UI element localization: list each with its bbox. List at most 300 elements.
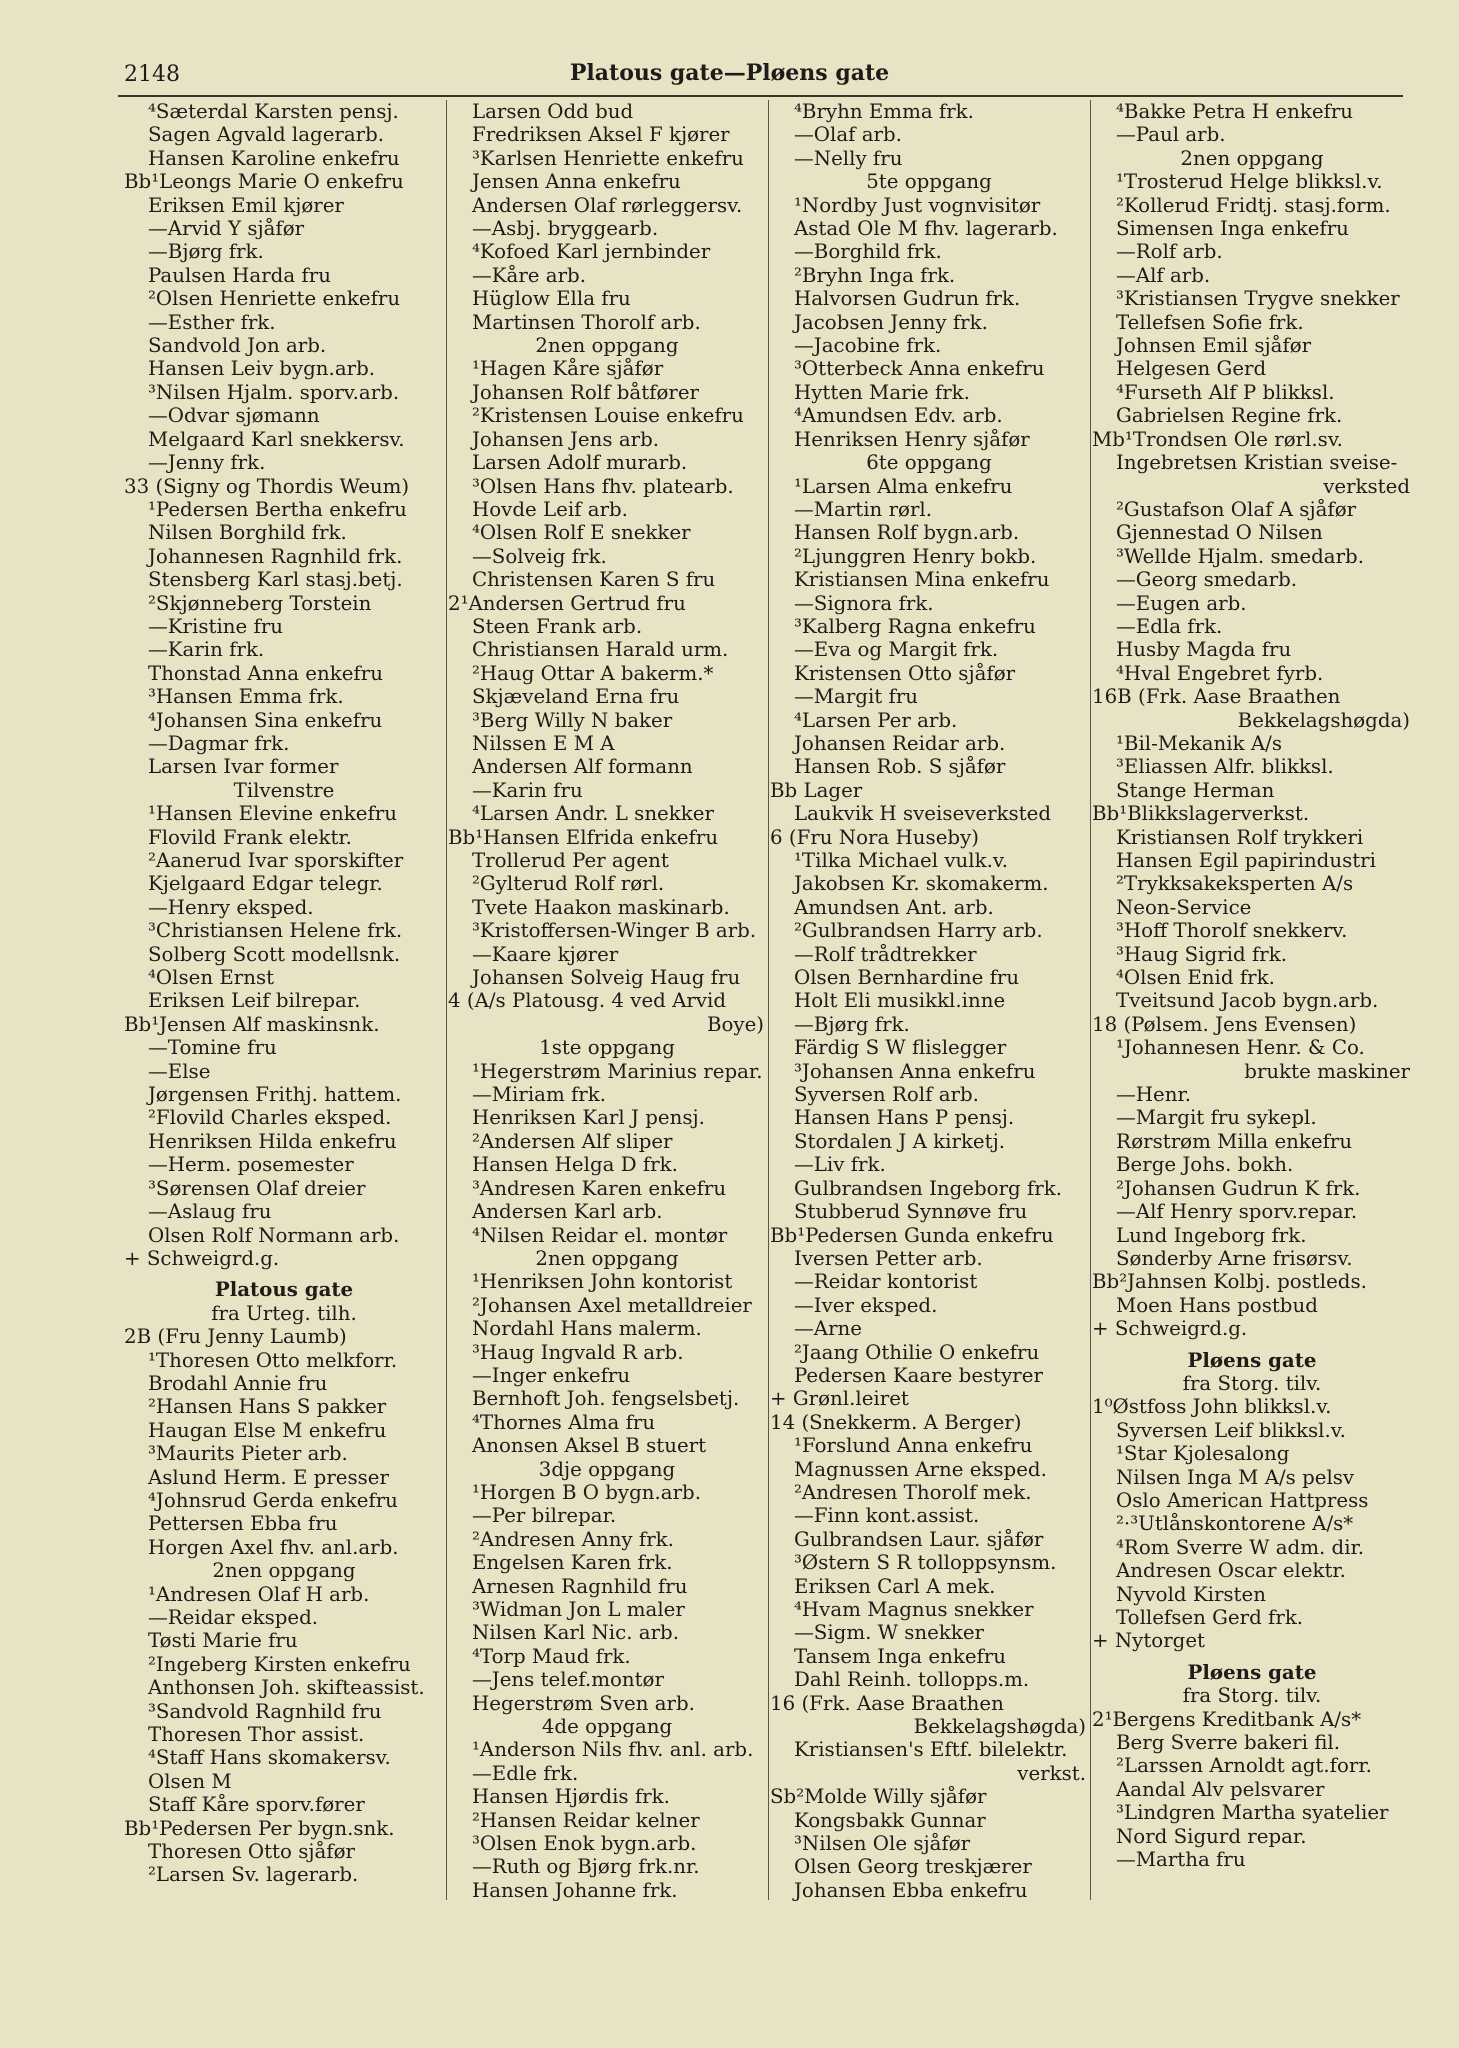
directory-entry: ⁴Nilsen Reidar el. montør	[472, 1223, 728, 1247]
directory-entry: ⁴Larsen Andr. L snekker	[472, 802, 714, 826]
directory-entry: —Reidar eksped.	[148, 1606, 319, 1629]
directory-entry: 1⁰Østfoss John blikksl.v.	[1092, 1395, 1332, 1419]
directory-entry: —Margit fru	[794, 685, 919, 709]
directory-entry: Jakobsen Kr. skomakerm.	[794, 872, 1049, 896]
header-rule	[118, 95, 1403, 97]
directory-entry: Horgen Axel fhv. anl.arb.	[148, 1535, 399, 1559]
directory-entry: Melgaard Karl snekkersv.	[148, 427, 405, 451]
stairway-heading: fra Storg. tilv.	[1182, 1371, 1322, 1395]
directory-entry: ²Olsen Henriette enkefru	[148, 287, 401, 311]
directory-entry: —Arne	[794, 1317, 862, 1341]
directory-entry: ²Ingeberg Kirsten enkefru	[148, 1652, 411, 1676]
directory-entry: Johansen Reidar arb.	[794, 731, 1006, 755]
directory-entry: Dahl Reinh. tollopps.m.	[794, 1668, 1030, 1692]
house-number-entry: 18 (Pølsem. Jens Evensen)	[1092, 1012, 1357, 1036]
directory-entry: ¹Anderson Nils fhv. anl. arb.	[472, 1738, 754, 1762]
directory-entry: —Dagmar frk.	[148, 731, 290, 755]
directory-entry: ¹Pedersen Bertha enkefru	[148, 497, 407, 521]
directory-entry: ¹Horgen B O bygn.arb.	[472, 1480, 702, 1504]
directory-entry: —Tomine fru	[148, 1036, 277, 1060]
directory-entry: ¹Nordby Just vognvisitør	[794, 193, 1041, 217]
directory-entry: Skjæveland Erna fru	[472, 685, 680, 709]
continuation-line: Bekkelagshøgda)	[913, 1715, 1086, 1739]
directory-entry: Bb¹Blikkslagerverkst.	[1092, 802, 1310, 826]
directory-entry: —Georg smedarb.	[1116, 568, 1298, 592]
directory-entry: ³Johansen Anna enkefru	[794, 1059, 1036, 1083]
directory-entry: ³Lindgren Martha syatelier	[1116, 1801, 1389, 1825]
directory-entry: Thoresen Otto sjåfør	[148, 1840, 355, 1864]
directory-entry: ³Andresen Karen enkefru	[472, 1176, 727, 1200]
directory-entry: Astad Ole M fhv. lagerarb.	[794, 217, 1058, 241]
directory-entry: Oslo American Hattpress	[1116, 1488, 1369, 1512]
directory-entry: ¹Thoresen Otto melkforr.	[148, 1348, 398, 1372]
stairway-heading: 2nen oppgang	[212, 1559, 356, 1583]
directory-entry: ²Kollerud Fridtj. stasj.form.	[1116, 193, 1391, 217]
directory-entry: ³Olsen Hans fhv. platearb.	[472, 474, 734, 498]
directory-entry: Fredriksen Aksel F kjører	[472, 123, 730, 147]
directory-entry: ⁴Hvam Magnus snekker	[794, 1598, 1034, 1621]
directory-entry: Christiansen Harald urm.	[472, 638, 729, 662]
directory-entry: —Bjørg frk.	[148, 240, 264, 264]
directory-entry: —Per bilrepar.	[472, 1504, 617, 1528]
directory-entry: Syversen Rolf arb.	[794, 1083, 979, 1107]
directory-entry: ²Larsen Sv. lagerarb.	[148, 1863, 359, 1887]
directory-entry: ²Ljunggren Henry bokb.	[794, 544, 1037, 568]
stairway-heading: Tilvenstre	[233, 778, 335, 802]
directory-entry: Bb¹Leongs Marie O enkefru	[124, 170, 404, 194]
directory-entry: ¹Henriksen John kontorist	[472, 1270, 733, 1294]
directory-entry: Sønderby Arne frisørsv.	[1116, 1246, 1353, 1270]
directory-entry: Gjennestad O Nilsen	[1116, 521, 1323, 545]
directory-entry: Flovild Frank elektr.	[148, 825, 352, 849]
directory-entry: Kristensen Otto sjåfør	[794, 661, 1016, 685]
stairway-heading: fra Storg. tilv.	[1182, 1684, 1322, 1708]
directory-entry: ³Kalberg Ragna enkefru	[794, 614, 1036, 638]
directory-entry: Johnsen Emil sjåfør	[1116, 334, 1312, 358]
directory-entry: ³Haug Sigrid frk.	[1116, 942, 1287, 966]
stairway-heading: 2nen oppgang	[535, 1246, 679, 1270]
directory-entry: —Martin rørl.	[794, 497, 933, 521]
directory-entry: ¹Tilka Michael vulk.v.	[794, 849, 1008, 872]
directory-entry: Berge Johs. bokh.	[1116, 1153, 1294, 1177]
directory-entry: Andersen Alf formann	[472, 755, 693, 779]
directory-entry: Olsen M	[148, 1769, 232, 1793]
directory-entry: Eriksen Emil kjører	[148, 193, 344, 217]
directory-entry: Kongsbakk Gunnar	[794, 1808, 986, 1832]
directory-entry: Johansen Rolf båtfører	[472, 380, 699, 404]
directory-entry: Hansen Rob. S sjåfør	[794, 755, 1006, 779]
directory-entry: ³Østern S R tolloppsynsm.	[794, 1551, 1057, 1575]
directory-entry: —Liv frk.	[794, 1153, 886, 1177]
directory-entry: Ingebretsen Kristian sveise-	[1116, 451, 1398, 475]
directory-entry: Halvorsen Gudrun frk.	[794, 287, 1021, 311]
house-number-entry: 14 (Snekkerm. A Berger)	[770, 1410, 1022, 1434]
directory-entry: ³Hansen Emma frk.	[148, 685, 344, 709]
directory-entry: Bb¹Pedersen Gunda enkefru	[770, 1223, 1054, 1247]
directory-entry: ³Hoff Thorolf snekkerv.	[1116, 919, 1348, 943]
directory-entry: ²Larssen Arnoldt agt.forr.	[1116, 1754, 1372, 1778]
directory-entry: ¹Larsen Alma enkefru	[794, 474, 1013, 498]
directory-entry: ⁴Amundsen Edv. arb.	[794, 404, 1003, 428]
directory-entry: Trollerud Per agent	[472, 849, 669, 872]
directory-entry: + Schweigrd.g.	[1092, 1317, 1248, 1341]
directory-entry: Laukvik H sveiseverksted	[794, 802, 1051, 826]
directory-entry: Arnesen Ragnhild fru	[472, 1574, 688, 1598]
directory-entry: Henriksen Karl J pensj.	[472, 1106, 705, 1130]
column-3	[770, 100, 1088, 1902]
directory-entry: Hansen Johanne frk.	[472, 1878, 678, 1902]
directory-entry: + Nytorget	[1092, 1629, 1205, 1653]
directory-entry: —Edla frk.	[1116, 614, 1223, 638]
directory-entry: —Eva og Margit frk.	[794, 638, 999, 662]
directory-entry: ²Trykksakeksperten A/s	[1116, 872, 1354, 896]
directory-entry: Sagen Agvald lagerarb.	[148, 123, 385, 147]
directory-entry: —Karin frk.	[148, 638, 265, 662]
directory-entry: Hansen Rolf bygn.arb.	[794, 521, 1020, 545]
directory-entry: —Reidar kontorist	[794, 1270, 978, 1294]
directory-entry: —Ruth og Bjørg frk.nr.	[472, 1855, 700, 1879]
directory-entry: Olsen Rolf Normann arb.	[148, 1223, 400, 1247]
directory-entry: Kristiansen's Eftf. bilelektr.	[794, 1738, 1068, 1762]
directory-entry: Solberg Scott modellsnk.	[148, 942, 401, 966]
directory-entry: Kristiansen Rolf trykkeri	[1116, 825, 1364, 849]
directory-entry: Neon-Service	[1116, 895, 1252, 919]
directory-entry: ⁴Rom Sverre W adm. dir.	[1116, 1535, 1365, 1559]
directory-entry: —Kaare kjører	[472, 942, 619, 966]
running-head: Platous gate—Pløens gate	[569, 60, 890, 86]
directory-entry: Simensen Inga enkefru	[1116, 217, 1349, 241]
directory-entry: ²Johansen Axel metalldreier	[472, 1293, 752, 1317]
directory-entry: —Solveig frk.	[472, 544, 607, 568]
directory-entry: Johansen Solveig Haug fru	[472, 966, 741, 990]
house-number-entry: 4 (A/s Platousg. 4 ved Arvid	[448, 989, 727, 1013]
directory-entry: —Edle frk.	[472, 1761, 579, 1785]
directory-entry: ³Haug Ingvald R arb.	[472, 1340, 684, 1364]
directory-entry: Pettersen Ebba fru	[148, 1512, 338, 1536]
directory-entry: ¹Star Kjolesalong	[1116, 1442, 1290, 1466]
directory-entry: Nord Sigurd repar.	[1116, 1824, 1307, 1848]
directory-entry: Jacobsen Jenny frk.	[794, 310, 988, 334]
house-number-entry: 16 (Frk. Aase Braathen	[770, 1691, 1004, 1715]
stairway-heading: 6te oppgang	[866, 451, 992, 475]
directory-entry: Andersen Olaf rørleggersv.	[472, 193, 743, 217]
directory-entry: 2¹Andersen Gertrud fru	[448, 591, 686, 615]
directory-entry: ³Eliassen Alfr. blikksl.	[1116, 755, 1334, 779]
directory-entry: Johannesen Ragnhild frk.	[148, 544, 403, 568]
directory-entry: Haugan Else M enkefru	[148, 1418, 387, 1442]
directory-entry: —Inger enkefru	[472, 1363, 631, 1387]
directory-entry: ³Maurits Pieter arb.	[148, 1442, 348, 1466]
directory-entry: Staff Kåre sporv.fører	[148, 1793, 365, 1817]
directory-entry: ³Karlsen Henriette enkefru	[472, 146, 744, 170]
directory-entry: ³Nilsen Ole sjåfør	[794, 1832, 971, 1856]
directory-entry: Tvete Haakon maskinarb.	[472, 895, 730, 919]
directory-entry: ³Otterbeck Anna enkefru	[794, 357, 1045, 381]
directory-entry: —Arvid Y sjåfør	[148, 217, 305, 241]
directory-entry: ²Haug Ottar A bakerm.*	[472, 661, 714, 685]
directory-entry: Hansen Leiv bygn.arb.	[148, 357, 376, 381]
directory-entry: ⁴Bryhn Emma frk.	[794, 100, 974, 123]
directory-entry: Olsen Georg treskjærer	[794, 1855, 1032, 1879]
directory-entry: Henriksen Hilda enkefru	[148, 1129, 397, 1153]
column-1	[124, 100, 444, 1887]
directory-entry: Husby Magda fru	[1116, 638, 1292, 662]
directory-entry: —Jacobine frk.	[794, 334, 942, 358]
house-number-entry: 33 (Signy og Thordis Weum)	[124, 474, 410, 498]
directory-entry: ²Andersen Alf sliper	[472, 1129, 673, 1153]
directory-entry: Hansen Egil papirindustri	[1116, 849, 1376, 872]
directory-entry: —Sigm. W snekker	[794, 1621, 985, 1645]
directory-entry: ³Widman Jon L maler	[472, 1598, 685, 1621]
directory-entry: Tansem Inga enkefru	[794, 1644, 1007, 1668]
page-number: 2148	[124, 62, 180, 87]
directory-entry: ³Kristoffersen-Winger B arb.	[472, 919, 757, 943]
street-heading: Pløens gate	[1187, 1347, 1317, 1372]
directory-entry: ⁴Sæterdal Karsten pensj.	[148, 100, 399, 123]
directory-entry: Färdig S W flislegger	[794, 1036, 1007, 1060]
directory-entry: —Eugen arb.	[1116, 591, 1247, 615]
directory-entry: —Esther frk.	[148, 310, 276, 334]
directory-entry: Thoresen Thor assist.	[148, 1723, 365, 1747]
directory-entry: —Herm. posemester	[148, 1153, 354, 1177]
directory-entry: Gulbrandsen Ingeborg frk.	[794, 1176, 1063, 1200]
directory-entry: ⁴Bakke Petra H enkefru	[1116, 100, 1354, 123]
directory-entry: ¹Andresen Olaf H arb.	[148, 1582, 370, 1606]
directory-entry: —Odvar sjømann	[148, 404, 320, 428]
directory-entry: —Else	[148, 1059, 211, 1083]
directory-entry: ¹Bil-Mekanik A/s	[1116, 731, 1282, 755]
column-2	[448, 100, 766, 1902]
directory-entry: ²Jaang Othilie O enkefru	[794, 1340, 1040, 1364]
directory-entry: ³Wellde Hjalm. smedarb.	[1116, 544, 1364, 568]
directory-entry: Sandvold Jon arb.	[148, 334, 327, 358]
directory-entry: Thonstad Anna enkefru	[148, 661, 383, 685]
directory-entry: ²Bryhn Inga frk.	[794, 263, 956, 287]
directory-entry: ⁴Olsen Ernst	[148, 966, 275, 990]
directory-entry: Stensberg Karl stasj.betj.	[148, 568, 403, 592]
directory-entry: Anthonsen Joh. skifteassist.	[148, 1676, 425, 1700]
directory-entry: ²·³Utlånskontorene A/s*	[1116, 1512, 1354, 1536]
directory-entry: Iversen Petter arb.	[794, 1246, 983, 1270]
directory-entry: Rørstrøm Milla enkefru	[1116, 1129, 1353, 1153]
directory-entry: Martinsen Thorolf arb.	[472, 310, 701, 334]
directory-entry: —Olaf arb.	[794, 123, 902, 147]
directory-entry: ³Christiansen Helene frk.	[148, 919, 403, 943]
directory-entry: Hansen Hans P pensj.	[794, 1106, 1015, 1130]
directory-entry: ²Johansen Gudrun K frk.	[1116, 1176, 1361, 1200]
directory-entry: Jørgensen Frithj. hattem.	[148, 1083, 402, 1107]
directory-entry: Gabrielsen Regine frk.	[1116, 404, 1343, 428]
directory-entry: ³Kristiansen Trygve snekker	[1116, 287, 1400, 311]
directory-entry: —Bjørg frk.	[794, 1012, 910, 1036]
directory-entry: ²Andresen Anny frk.	[472, 1527, 674, 1551]
directory-entry: ¹Forslund Anna enkefru	[794, 1434, 1033, 1458]
directory-entry: Bb Lager	[770, 778, 863, 802]
directory-entry: Tøsti Marie fru	[148, 1629, 298, 1653]
directory-entry: Hüglow Ella fru	[472, 287, 631, 311]
directory-entry: Amundsen Ant. arb.	[794, 895, 994, 919]
directory-entry: —Rolf trådtrekker	[794, 942, 977, 966]
directory-entry: ²Flovild Charles eksped.	[148, 1106, 392, 1130]
directory-entry: Hansen Hjørdis frk.	[472, 1785, 670, 1809]
directory-entry: Bb¹Jensen Alf maskinsnk.	[124, 1012, 380, 1036]
directory-entry: Bb¹Pedersen Per bygn.snk.	[124, 1816, 395, 1840]
directory-entry: —Asbj. bryggearb.	[472, 217, 659, 241]
directory-entry: ¹Trosterud Helge blikksl.v.	[1116, 170, 1383, 194]
directory-entry: 2¹Bergens Kreditbank A/s*	[1092, 1707, 1362, 1731]
directory-entry: Syversen Leif blikksl.v.	[1116, 1418, 1346, 1442]
directory-entry: ²Andresen Thorolf mek.	[794, 1480, 1032, 1504]
directory-entry: Tollefsen Gerd frk.	[1116, 1606, 1304, 1629]
directory-entry: Larsen Odd bud	[472, 100, 634, 123]
directory-entry: Bb²Jahnsen Kolbj. postleds.	[1092, 1270, 1367, 1294]
directory-entry: ²Hansen Reidar kelner	[472, 1808, 700, 1832]
directory-entry: ³Sørensen Olaf dreier	[148, 1176, 366, 1200]
directory-entry: Tellefsen Sofie frk.	[1116, 310, 1304, 334]
directory-entry: ¹Hansen Elevine enkefru	[148, 802, 397, 826]
directory-entry: —Nelly fru	[794, 146, 903, 170]
directory-entry: —Signora frk.	[794, 591, 934, 615]
directory-entry: Stubberud Synnøve fru	[794, 1200, 1028, 1224]
directory-entry: Larsen Adolf murarb.	[472, 451, 688, 475]
continuation-line: verkst.	[1017, 1761, 1086, 1785]
directory-entry: Larsen Ivar former	[148, 755, 339, 779]
directory-entry: ¹Johannesen Henr. & Co.	[1116, 1036, 1365, 1060]
directory-entry: Bernhoft Joh. fengselsbetj.	[472, 1387, 740, 1411]
directory-entry: ⁴Hval Engebret fyrb.	[1116, 661, 1324, 685]
directory-entry: ²Hansen Hans S pakker	[148, 1395, 387, 1419]
directory-entry: Eriksen Carl A mek.	[794, 1574, 996, 1598]
stairway-heading: fra Urteg. tilh.	[211, 1301, 357, 1325]
directory-entry: —Iver eksped.	[794, 1293, 938, 1317]
directory-entry: ⁴Furseth Alf P blikksl.	[1116, 380, 1335, 404]
house-number-entry: 6 (Fru Nora Huseby)	[770, 825, 979, 849]
directory-entry: —Alf arb.	[1116, 263, 1211, 287]
directory-entry: ²Gulbrandsen Harry arb.	[794, 919, 1043, 943]
directory-entry: Tveitsund Jacob bygn.arb.	[1116, 989, 1379, 1013]
directory-entry: —Karin fru	[472, 778, 583, 802]
column-divider	[768, 100, 769, 1900]
directory-entry: Olsen Bernhardine fru	[794, 966, 1020, 990]
directory-entry: ³Berg Willy N baker	[472, 708, 673, 732]
directory-entry: Holt Eli musikkl.inne	[794, 989, 1006, 1013]
directory-entry: ²Kristensen Louise enkefru	[472, 404, 744, 428]
directory-entry: Johansen Jens arb.	[472, 427, 660, 451]
directory-entry: Hegerstrøm Sven arb.	[472, 1691, 695, 1715]
directory-entry: Hansen Karoline enkefru	[148, 146, 400, 170]
directory-entry: Hytten Marie frk.	[794, 380, 970, 404]
directory-entry: Kristiansen Mina enkefru	[794, 568, 1050, 592]
directory-entry: ³Olsen Enok bygn.arb.	[472, 1832, 697, 1856]
directory-entry: Aandal Alv pelsvarer	[1116, 1777, 1325, 1801]
directory-entry: Hansen Helga D frk.	[472, 1153, 678, 1177]
directory-entry: Nilssen E M A	[472, 731, 615, 755]
directory-entry: —Jens telef.montør	[472, 1668, 664, 1692]
directory-entry: Paulsen Harda fru	[148, 263, 331, 287]
directory-entry: Jensen Anna enkefru	[472, 170, 681, 194]
directory-entry: —Borghild frk.	[794, 240, 942, 264]
stairway-heading: 5te oppgang	[866, 170, 992, 194]
directory-entry: Helgesen Gerd	[1116, 357, 1267, 381]
directory-entry: Nilsen Karl Nic. arb.	[472, 1621, 679, 1645]
directory-entry: Andresen Oscar elektr.	[1116, 1559, 1346, 1583]
directory-entry: ²Gylterud Rolf rørl.	[472, 872, 665, 896]
street-heading: Platous gate	[214, 1277, 354, 1302]
directory-entry: Engelsen Karen frk.	[472, 1551, 673, 1575]
directory-entry: —Paul arb.	[1116, 123, 1226, 147]
directory-entry: + Schweigrd.g.	[124, 1246, 280, 1270]
directory-entry: ¹Hagen Kåre sjåfør	[472, 357, 664, 381]
directory-entry: ⁴Johnsrud Gerda enkefru	[148, 1488, 398, 1512]
directory-entry: ³Sandvold Ragnhild fru	[148, 1699, 382, 1723]
directory-entry: —Kristine fru	[148, 614, 284, 638]
directory-entry: —Margit fru sykepl.	[1116, 1106, 1317, 1130]
house-number-entry: 16B (Frk. Aase Braathen	[1092, 685, 1341, 709]
directory-entry: + Grønl.leiret	[770, 1387, 909, 1411]
directory-entry: ²Aanerud Ivar sporskifter	[148, 849, 404, 872]
column-divider	[446, 100, 447, 1900]
directory-entry: Berg Sverre bakeri fil.	[1116, 1731, 1341, 1755]
directory-entry: —Henry eksped.	[148, 895, 314, 919]
directory-entry: ⁴Torp Maud frk.	[472, 1644, 631, 1668]
stairway-heading: 2nen oppgang	[1180, 146, 1324, 170]
directory-entry: Gulbrandsen Laur. sjåfør	[794, 1527, 1044, 1551]
directory-entry: ⁴Thornes Alma fru	[472, 1410, 656, 1434]
directory-entry: Nordahl Hans malerm.	[472, 1317, 702, 1341]
directory-entry: ⁴Staff Hans skomakersv.	[148, 1746, 391, 1770]
stairway-heading: 3dje oppgang	[538, 1457, 676, 1481]
directory-entry: Nilsen Inga M A/s pelsv	[1116, 1465, 1355, 1489]
directory-entry: Stange Herman	[1116, 778, 1275, 802]
house-number-entry: 2B (Fru Jenny Laumb)	[124, 1325, 347, 1349]
continuation-line: brukte maskiner	[1244, 1059, 1410, 1083]
directory-entry: ⁴Olsen Rolf E snekker	[472, 521, 691, 545]
directory-entry: ¹Hegerstrøm Marinius repar.	[472, 1059, 763, 1083]
continuation-line: Boye)	[706, 1012, 764, 1036]
directory-entry: Nilsen Borghild frk.	[148, 521, 347, 545]
directory-entry: Moen Hans postbud	[1116, 1293, 1318, 1317]
directory-entry: Kjelgaard Edgar telegr.	[148, 872, 383, 896]
directory-entry: Stordalen J A kirketj.	[794, 1129, 1006, 1153]
column-divider	[1090, 100, 1091, 1900]
directory-entry: Lund Ingeborg frk.	[1116, 1223, 1307, 1247]
stairway-heading: 1ste oppgang	[539, 1036, 675, 1060]
stairway-heading: 4de oppgang	[541, 1715, 673, 1739]
directory-entry: Eriksen Leif bilrepar.	[148, 989, 361, 1013]
directory-entry: ²Skjønneberg Torstein	[148, 591, 372, 615]
directory-entry: —Miriam frk.	[472, 1083, 607, 1107]
continuation-line: Bekkelagshøgda)	[1237, 708, 1410, 732]
column-4	[1092, 100, 1412, 1871]
directory-entry: —Kåre arb.	[472, 263, 587, 287]
directory-entry: —Henr.	[1116, 1083, 1192, 1107]
directory-entry: Christensen Karen S fru	[472, 568, 716, 592]
directory-entry: Andersen Karl arb.	[472, 1200, 663, 1224]
directory-entry: Bb¹Hansen Elfrida enkefru	[448, 825, 719, 849]
directory-entry: —Alf Henry sporv.repar.	[1116, 1200, 1358, 1224]
directory-entry: —Aslaug fru	[148, 1200, 272, 1224]
street-heading: Pløens gate	[1187, 1659, 1317, 1684]
directory-entry: Magnussen Arne eksped.	[794, 1457, 1047, 1481]
directory-entry: Nyvold Kirsten	[1116, 1582, 1266, 1606]
directory-entry: Anonsen Aksel B stuert	[472, 1434, 707, 1458]
directory-entry: ⁴Johansen Sina enkefru	[148, 708, 383, 732]
directory-entry: ³Nilsen Hjalm. sporv.arb.	[148, 380, 400, 404]
directory-entry: Henriksen Henry sjåfør	[794, 427, 1030, 451]
directory-entry: Hovde Leif arb.	[472, 497, 628, 521]
directory-entry: Aslund Herm. E presser	[148, 1465, 389, 1489]
directory-entry: Brodahl Annie fru	[148, 1371, 328, 1395]
